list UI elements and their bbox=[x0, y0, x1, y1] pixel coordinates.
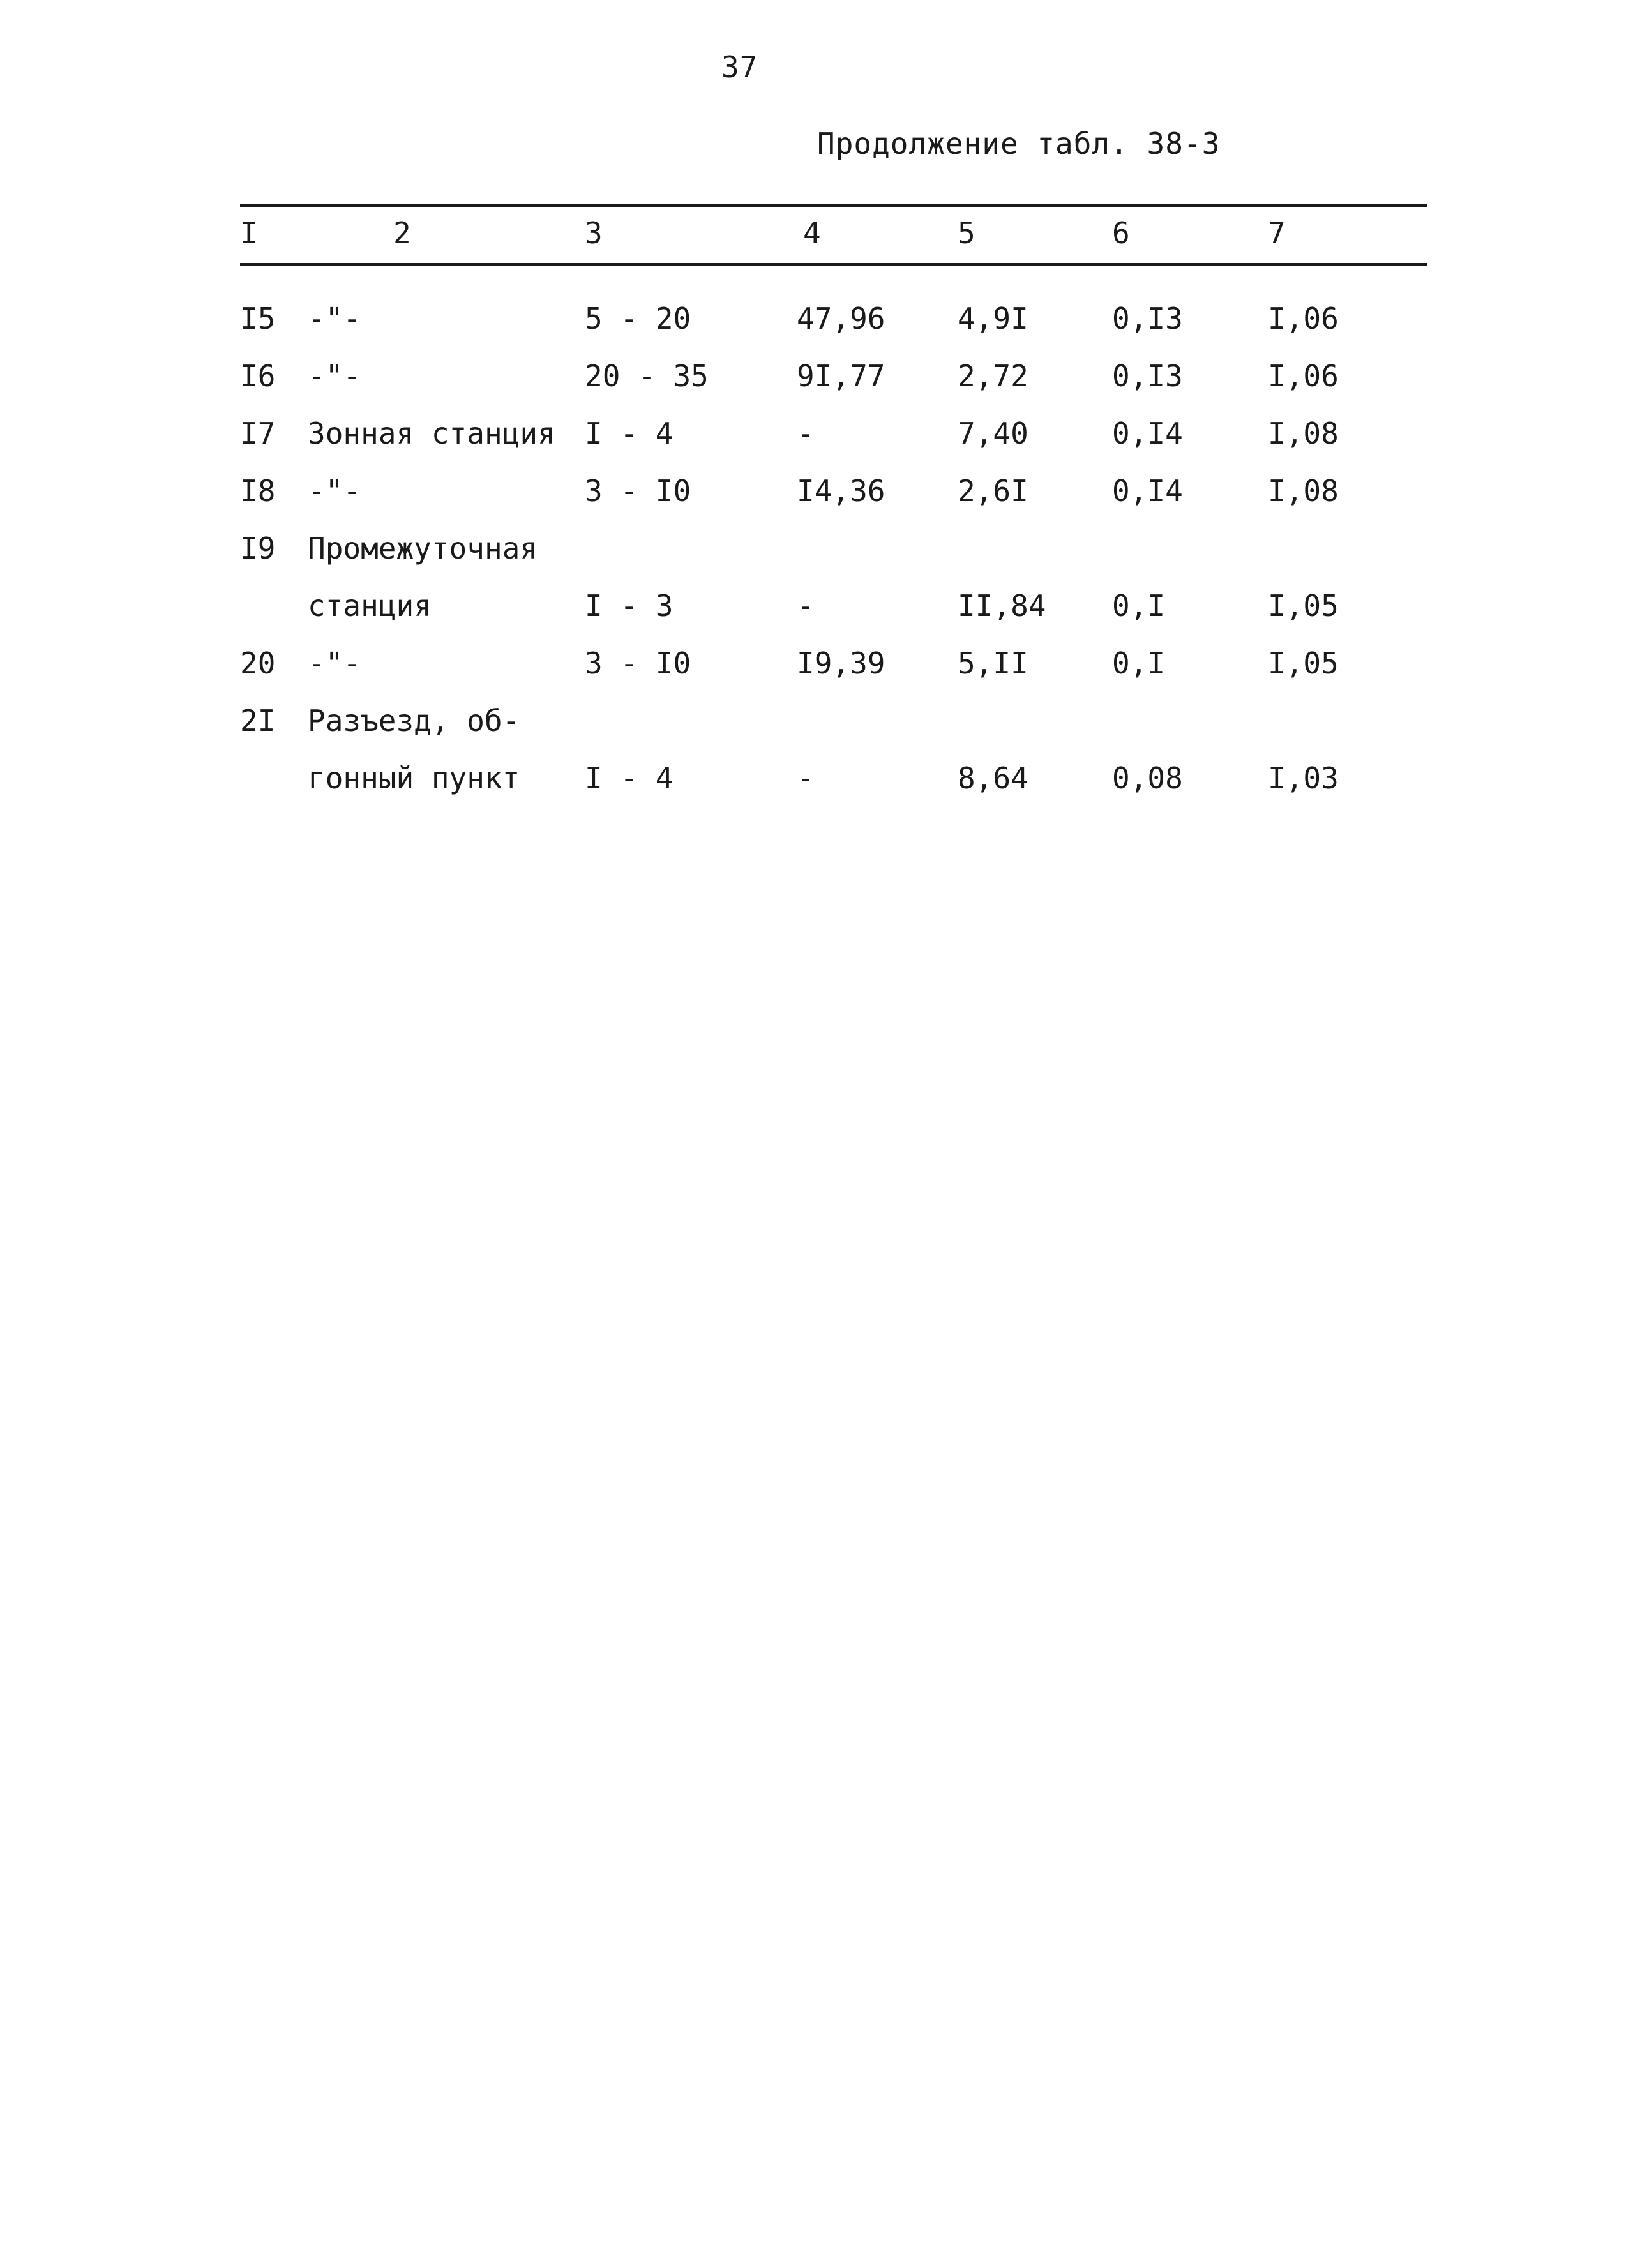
header-cell-3: 3 bbox=[585, 216, 603, 250]
row-name: станция bbox=[308, 589, 432, 623]
row-name: -"- bbox=[308, 474, 361, 508]
row-col7: I,06 bbox=[1268, 301, 1339, 336]
row-range: 3 - I0 bbox=[585, 646, 691, 680]
row-range: 5 - 20 bbox=[585, 301, 691, 336]
row-col6: 0,I3 bbox=[1112, 301, 1183, 336]
row-range: I - 3 bbox=[585, 589, 674, 623]
row-name: Зонная станция bbox=[308, 416, 555, 451]
page-number: 37 bbox=[721, 50, 758, 84]
row-name: -"- bbox=[308, 646, 361, 680]
header-cell-5: 5 bbox=[958, 216, 975, 250]
row-number: I8 bbox=[240, 474, 276, 508]
row-col7: I,06 bbox=[1268, 359, 1339, 393]
row-col4: 47,96 bbox=[797, 301, 885, 336]
header-bottom-rule bbox=[240, 263, 1427, 266]
row-col6: 0,I4 bbox=[1112, 416, 1183, 451]
header-cell-2: 2 bbox=[393, 216, 411, 250]
row-col5: 2,6I bbox=[958, 474, 1028, 508]
header-cell-7: 7 bbox=[1268, 216, 1286, 250]
header-cell-4: 4 bbox=[803, 216, 821, 250]
row-col5: 2,72 bbox=[958, 359, 1028, 393]
row-col5: II,84 bbox=[958, 589, 1046, 623]
row-number: I7 bbox=[240, 416, 276, 451]
row-col6: 0,08 bbox=[1112, 761, 1183, 795]
row-name: Разъезд, об- bbox=[308, 703, 520, 738]
row-number: I6 bbox=[240, 359, 276, 393]
row-col5: 5,II bbox=[958, 646, 1028, 680]
row-col7: I,05 bbox=[1268, 589, 1339, 623]
row-range: 20 - 35 bbox=[585, 359, 709, 393]
row-name: гонный пункт bbox=[308, 761, 520, 795]
row-col6: 0,I bbox=[1112, 646, 1166, 680]
header-cell-6: 6 bbox=[1112, 216, 1130, 250]
row-col4: - bbox=[797, 589, 815, 623]
header-cell-1: I bbox=[240, 216, 258, 250]
row-col4: 9I,77 bbox=[797, 359, 885, 393]
row-number: 2I bbox=[240, 703, 276, 738]
row-col6: 0,I bbox=[1112, 589, 1166, 623]
row-range: 3 - I0 bbox=[585, 474, 691, 508]
row-number: I9 bbox=[240, 531, 276, 566]
row-col6: 0,I4 bbox=[1112, 474, 1183, 508]
row-col7: I,05 bbox=[1268, 646, 1339, 680]
row-col4: I9,39 bbox=[797, 646, 885, 680]
row-col7: I,08 bbox=[1268, 416, 1339, 451]
row-range: I - 4 bbox=[585, 761, 674, 795]
row-col4: - bbox=[797, 416, 815, 451]
row-col7: I,03 bbox=[1268, 761, 1339, 795]
row-name: Промежуточная bbox=[308, 531, 538, 566]
row-name: -"- bbox=[308, 359, 361, 393]
row-col7: I,08 bbox=[1268, 474, 1339, 508]
row-col5: 4,9I bbox=[958, 301, 1028, 336]
row-col4: - bbox=[797, 761, 815, 795]
row-col5: 7,40 bbox=[958, 416, 1028, 451]
row-range: I - 4 bbox=[585, 416, 674, 451]
table-top-rule bbox=[240, 204, 1427, 207]
row-number: I5 bbox=[240, 301, 276, 336]
row-col5: 8,64 bbox=[958, 761, 1028, 795]
row-col4: I4,36 bbox=[797, 474, 885, 508]
data-table bbox=[240, 204, 1427, 855]
row-number: 20 bbox=[240, 646, 276, 680]
row-name: -"- bbox=[308, 301, 361, 336]
table-caption: Продолжение табл. 38-3 bbox=[817, 126, 1221, 161]
row-col6: 0,I3 bbox=[1112, 359, 1183, 393]
